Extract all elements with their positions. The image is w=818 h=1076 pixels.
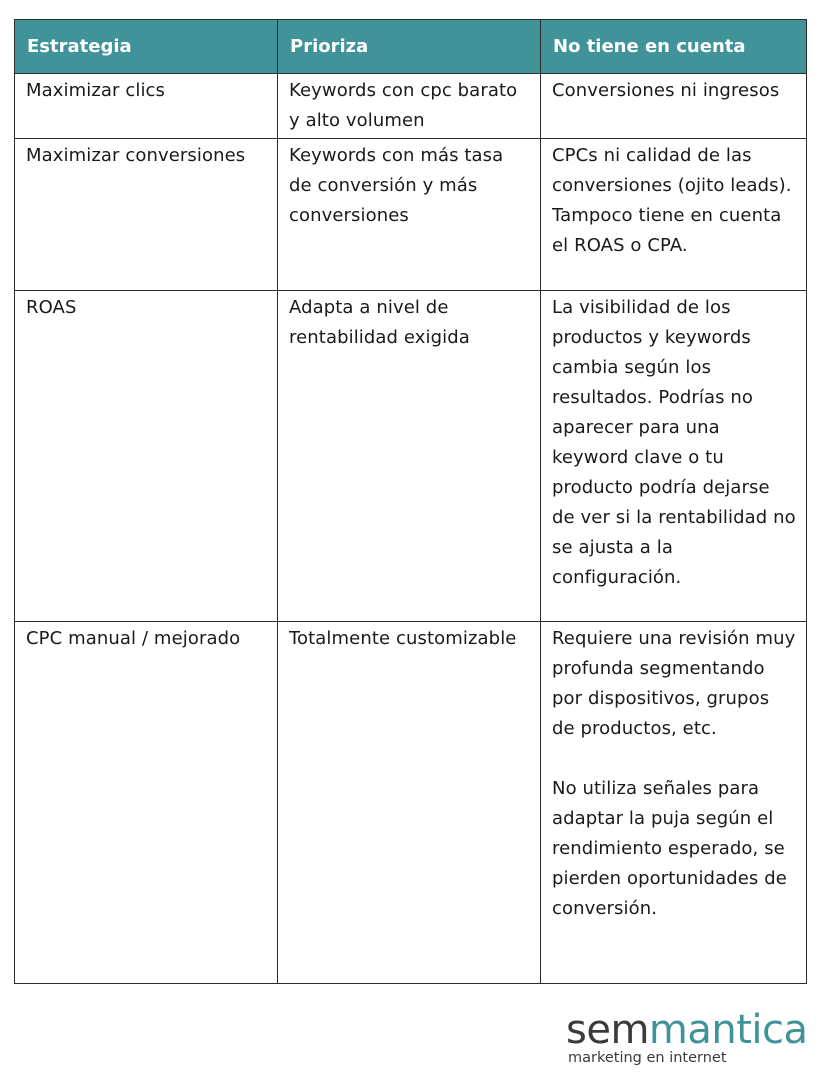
cell-no-tiene-en-cuenta: La visibilidad de los productos y keywords cambia según los resultados. Podrías no aparecer para una keyword clave o tu producto podría dejarse de ver si la rentabilidad no se ajusta a la configuración.	[541, 291, 807, 622]
header-no-tiene-en-cuenta: No tiene en cuenta	[541, 20, 807, 74]
cell-no-tiene-en-cuenta: Requiere una revisión muy profunda segmentando por dispositivos, grupos de productos, etc. No utiliza señales para adaptar la puja según el rendimiento esperado, se pierden oportunidades de conversión.	[541, 622, 807, 984]
cell-prioriza: Keywords con más tasa de conversión y más conversiones	[278, 139, 541, 291]
cell-prioriza: Totalmente customizable	[278, 622, 541, 984]
cell-estrategia: CPC manual / mejorado	[15, 622, 278, 984]
cell-no-tiene-en-cuenta: Conversiones ni ingresos	[541, 74, 807, 139]
table-header-row	[15, 20, 807, 74]
header-estrategia: Estrategia	[15, 20, 278, 74]
logo-sem: sem	[566, 1007, 649, 1053]
table-row	[15, 139, 807, 291]
cell-no-tiene-en-cuenta: CPCs ni calidad de las conversiones (ojito leads). Tampoco tiene en cuenta el ROAS o CPA.	[541, 139, 807, 291]
semmantica-logo	[566, 1007, 808, 1066]
table-row	[15, 291, 807, 622]
logo-mantica: mantica	[648, 1007, 808, 1053]
cell-prioriza: Keywords con cpc barato y alto volumen	[278, 74, 541, 139]
cell-estrategia: ROAS	[15, 291, 278, 622]
table-row	[15, 74, 807, 139]
table-row	[15, 622, 807, 984]
cell-estrategia: Maximizar conversiones	[15, 139, 278, 291]
header-prioriza: Prioriza	[278, 20, 541, 74]
logo-wordmark	[566, 1007, 808, 1053]
cell-prioriza: Adapta a nivel de rentabilidad exigida	[278, 291, 541, 622]
logo-tagline: marketing en internet	[568, 1050, 727, 1066]
cell-estrategia: Maximizar clics	[15, 74, 278, 139]
strategy-table	[14, 19, 807, 984]
